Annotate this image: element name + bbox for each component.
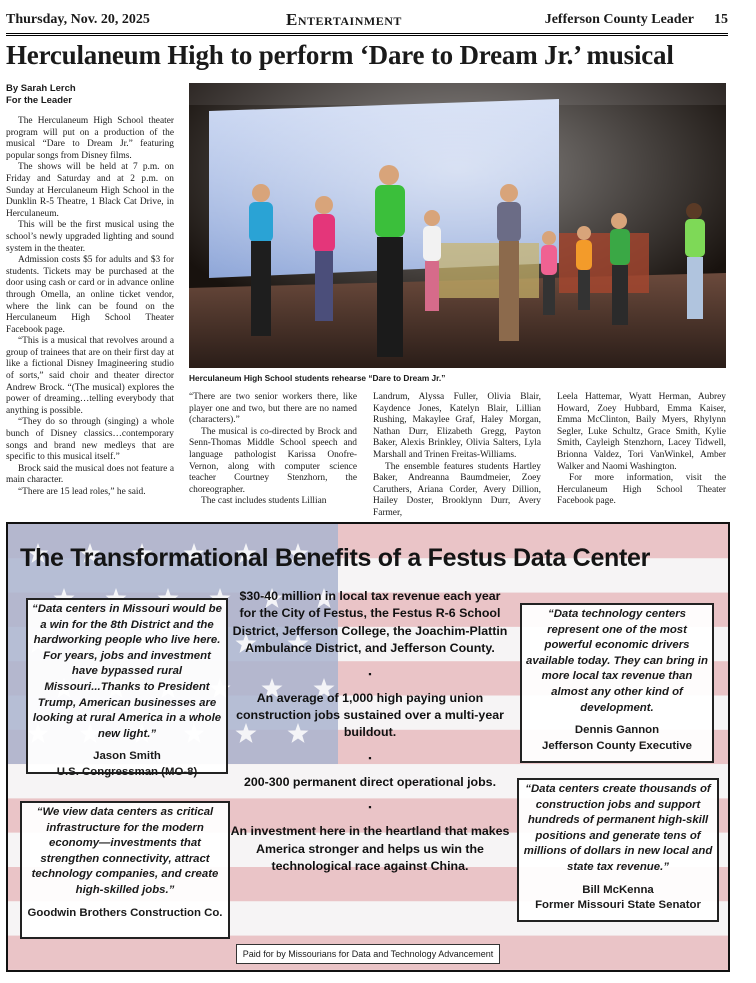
quote-author: Dennis Gannon [574,724,660,737]
quote-author-role: Former Missouri State Senator [535,899,701,912]
quote-author: Goodwin Brothers Construction Co. [27,906,223,919]
article-paragraph: “There are two senior workers there, like player one and two, but there are no named (characters).” [189,392,357,426]
issue-date: Thursday, Nov. 20, 2025 [6,12,150,27]
data-center-advertisement [6,522,730,972]
header-rule-double [6,35,728,36]
article-paragraph: The Herculaneum High School theater program will put on a production of the musical “Dare to Dream Jr.” featuring popular songs from Disney films. [6,116,174,161]
benefit-permanent-jobs: 200-300 permanent direct operational jobs. [243,774,497,789]
paid-for-disclaimer: Paid for by Missourians for Data and Technology Advancement [236,944,500,964]
quote-author-role: U.S. Congressman (MO-8) [56,765,198,778]
article-headline: Herculaneum High to perform ‘Dare to Dream Jr.’ musical [6,40,674,70]
benefit-separator: ▪ [368,802,372,813]
benefit-construction-jobs: An average of 1,000 high paying union construction jobs sustained over a multi-year buildout. [236,690,504,740]
quote-box-goodwin-brothers [20,801,230,939]
quote-box-bill-mckenna [517,778,719,922]
article-paragraph: The ensemble features students Hartley Baker, Andreanna Baumdmeier, Zoey Caruthers, Ariana Corder, Avery Dillion, Hailey Doster, Brooklynn Durr, Avery Farmer, [373,461,541,518]
byline [6,83,181,107]
article-paragraph: Leela Hattemar, Wyatt Herman, Aubrey Howard, Zoey Hubbard, Emma Kaiser, Emma McClinton, Baily Myers, Rhylynn Segler, Luke Schultz, Grace Smith, Kylie Smith, Cayleigh Stenzhorn, Lacey Tidwell, Brionna Valdez, Tori VanWinkel, Amber Walker and Naomi Washington. [557,392,726,472]
stage-scene-image [189,83,726,368]
byline-org: For the Leader [6,95,72,106]
benefits-list [230,588,510,875]
quote-author: Bill McKenna [582,883,654,896]
benefit-separator: ▪ [368,752,372,763]
article-paragraph: “They do so through (singing) a whole bunch of Disney classics…contemporary songs and brand new medleys that are specific to this musical itself.” [6,417,174,463]
article-paragraph: Landrum, Alyssa Fuller, Olivia Blair, Kaydence Jones, Katelyn Blair, Lillian Rushing, Makaylee Graf, Haley Morgan, Nathan Durr, Elizabeth Gregg, Payton Baker, Alexis Brinkley, Olivia Salters, Lyla Marshall and Trinen Freitas-Williams. [373,392,541,460]
rehearsal-photo [189,83,726,368]
quote-author-role: Jefferson County Executive [541,739,693,752]
article-paragraph: Brock said the musical does not feature a main character. [6,463,174,486]
article-column-4 [557,392,726,508]
article-column-1 [6,116,174,499]
quote-text: “Data technology centers represent one of the most powerful economic drivers available today. They can bring in more local tax revenue than almost any other kind of development. [526,608,708,714]
section-name: Entertainment [286,10,402,29]
quote-box-jason-smith [26,598,228,778]
byline-author: By Sarah Lerch [6,83,76,94]
quote-author: Jason Smith [93,750,161,763]
ad-title: The Transformational Benefits of a Festus Data Center [20,544,651,572]
newspaper-name: Jefferson County Leader [544,12,694,27]
quote-text: “We view data centers as critical infrastructure for the modern economy—investments that strengthen connectivity, attract technology companies, and create high-skilled jobs.” [31,806,219,896]
article-paragraph: Admission costs $5 for adults and $3 for students. Tickets may be purchased at the door using cash or card or in advance online through Omella, an online ticket vendor, where the link can be found on the Herculaneum High School Theater Facebook page. [6,255,174,335]
article-paragraph: The shows will be held at 7 p.m. on Friday and Saturday and at 2 p.m. on Sunday at Herculaneum High School in the Dunklin R-5 Theatre, 1 Black Cat Drive, in Herculaneum. [6,162,174,219]
page-number: 15 [714,12,728,27]
benefit-tax-revenue: $30-40 million in local tax revenue each year for the City of Festus, the Festus R-6 School District, Jefferson College, the Joachim-Plattin Ambulance District, and Jefferson County. [232,589,508,656]
article-paragraph: “There are 15 lead roles,” he said. [18,487,146,497]
benefit-separator: ▪ [368,668,372,679]
article-column-3 [373,392,541,520]
header-rule [6,33,728,34]
page-header [6,10,728,32]
article-paragraph: For more information, visit the Herculaneum High School Theater Facebook page. [557,473,726,507]
photo-caption: Herculaneum High School students rehearse “Dare to Dream Jr.” [189,373,446,383]
article-paragraph: This will be the first musical using the school’s newly upgraded lighting and sound system in the theater. [6,220,174,254]
quote-text: “Data centers create thousands of construction jobs and support hundreds of permanent high-skill positions and generate tens of millions of dollars in new local and state tax revenue.” [523,783,713,873]
article-paragraph: “This is a musical that revolves around a group of trainees that are on their first day at like a fictional Disney Imagineering studio of sorts,” said choir and theater director Andrew Brock. “(The musical) explores the power of dreaming…telling everybody that anything is possible. [6,336,174,416]
benefit-heartland-investment: An investment here in the heartland that makes America stronger and helps us win the technological race against China. [230,824,510,874]
article-column-2 [189,392,357,508]
quote-box-dennis-gannon [520,603,714,763]
quote-text: “Data centers in Missouri would be a win for the 8th District and the hardworking people who live here. For years, jobs and investment have bypassed rural Missouri...Thanks to President Trump, American businesses are looking at rural America in a whole new light.” [32,603,222,740]
article-paragraph: The cast includes students Lillian [201,496,327,507]
article-paragraph: The musical is co-directed by Brock and Senn-Thomas Middle School speech and language pathologist Karissa Onofre-Vernon, along with computer science teacher Courtney Stenzhorn, the choreographer. [189,426,357,495]
